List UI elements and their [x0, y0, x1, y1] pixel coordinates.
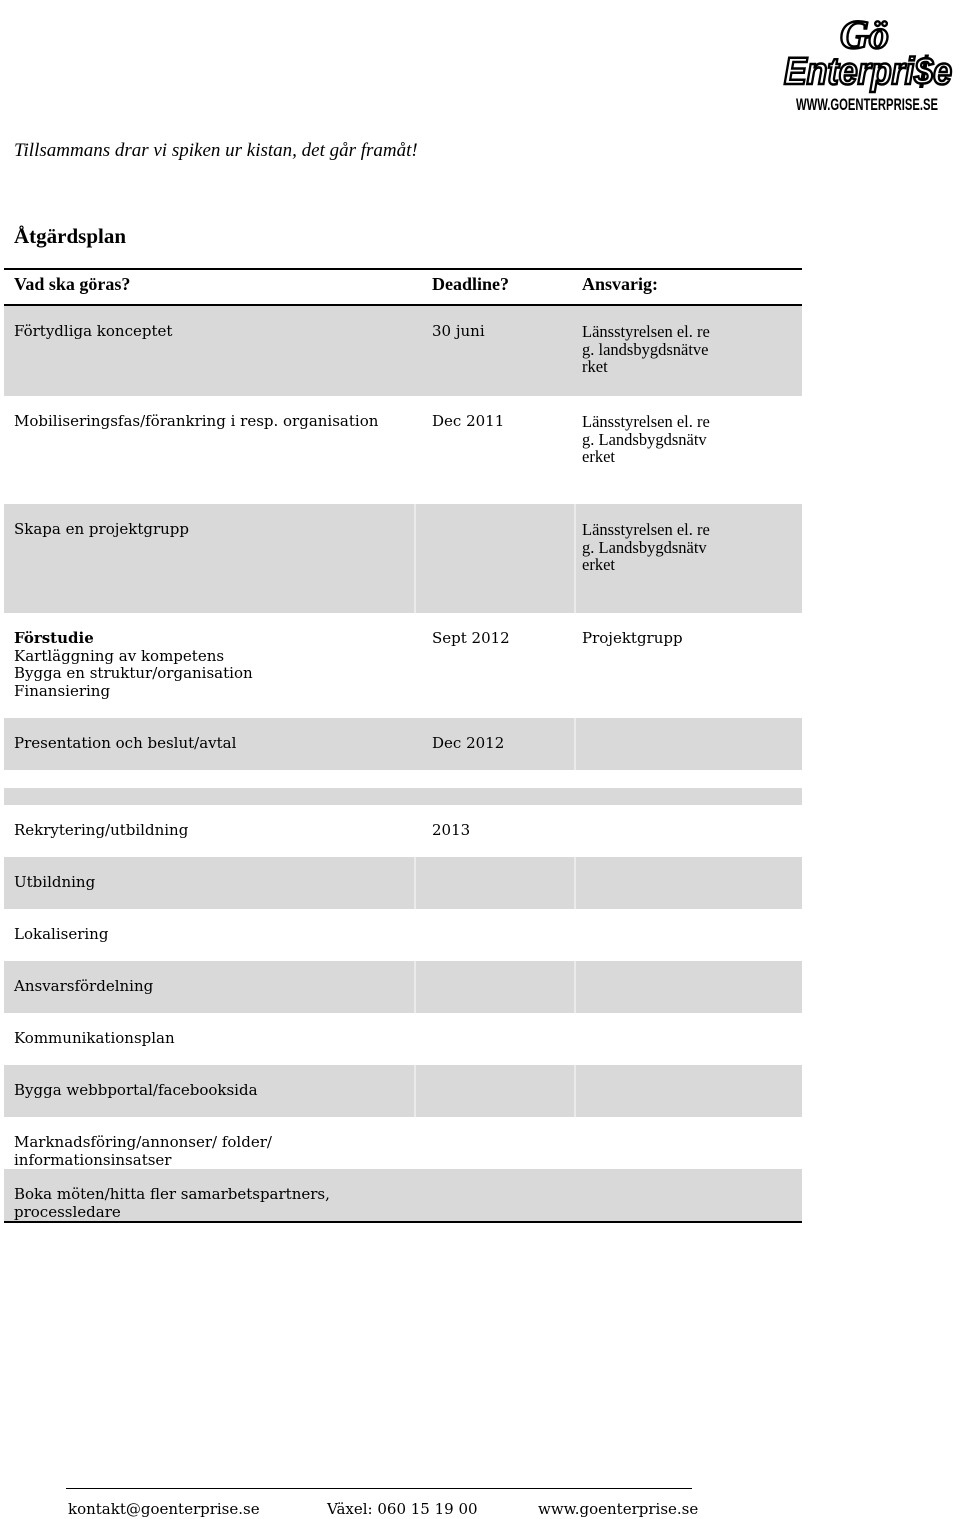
deadline-cell: Dec 2011 — [432, 412, 505, 430]
task-cell: Rekrytering/utbildning — [14, 821, 189, 839]
table-row — [4, 613, 802, 718]
task-cell: Lokalisering — [14, 925, 109, 943]
task-subline: Bygga en struktur/organisation — [14, 664, 253, 682]
table-row — [4, 306, 802, 396]
deadline-cell: Dec 2012 — [432, 734, 505, 752]
footer-divider — [66, 1488, 692, 1489]
table-row — [4, 909, 802, 961]
deadline-cell: 2013 — [432, 821, 471, 839]
task-title: Förstudie — [14, 629, 94, 647]
table-row — [4, 718, 802, 770]
task-cell: Förtydliga konceptet — [14, 322, 173, 340]
deadline-cell: Sept 2012 — [432, 629, 510, 647]
task-cell: Utbildning — [14, 873, 96, 891]
task-cell: Marknadsföring/annonser/ folder/ informationsinsatser — [14, 1133, 272, 1169]
task-cell: Skapa en projektgrupp — [14, 520, 190, 538]
header-deadline: Deadline? — [432, 274, 510, 294]
footer-phone: Växel: 060 15 19 00 — [327, 1500, 478, 1518]
table-row — [4, 504, 802, 613]
footer-website: www.goenterprise.se — [538, 1500, 699, 1518]
responsible-cell: Projektgrupp — [582, 629, 683, 647]
task-cell: Presentation och beslut/avtal — [14, 734, 237, 752]
logo-url-text: WWW.GOENTERPRISE.SE — [796, 95, 938, 114]
table-header — [4, 268, 802, 306]
task-subline: Kartläggning av kompetens — [14, 646, 225, 665]
task-cell: Mobiliseringsfas/förankring i resp. organisation — [14, 412, 379, 430]
task-subline: Finansiering — [14, 681, 111, 700]
table-row — [4, 805, 802, 857]
responsible-cell: Länsstyrelsen el. reg. Landsbygdsnätverket — [582, 412, 710, 466]
tagline: Tillsammans drar vi spiken ur kistan, det går framåt! — [14, 140, 418, 161]
header-task: Vad ska göras? — [14, 274, 131, 294]
deadline-cell: 30 juni — [432, 322, 485, 340]
footer-email: kontakt@goenterprise.se — [68, 1500, 260, 1518]
table-row — [4, 396, 802, 504]
page-title: Åtgärdsplan — [14, 224, 127, 248]
logo-main-text: Enterpri$e — [784, 51, 952, 93]
logo-top-text: Gö — [840, 12, 889, 57]
task-cell: Bygga webbportal/facebooksida — [14, 1081, 258, 1099]
table-row — [4, 1117, 802, 1169]
table-row — [4, 1065, 802, 1117]
responsible-cell: Länsstyrelsen el. reg. landsbygdsnätverket — [582, 322, 710, 376]
table-row — [4, 857, 802, 909]
table-row — [4, 770, 802, 788]
table-row — [4, 788, 802, 805]
table-row — [4, 1013, 802, 1065]
task-cell: Boka möten/hitta fler samarbetspartners, processledare — [14, 1185, 330, 1221]
table-row — [4, 961, 802, 1013]
responsible-cell: Länsstyrelsen el. reg. Landsbygdsnätverket — [582, 520, 710, 574]
table-row — [4, 1169, 802, 1223]
task-cell: Kommunikationsplan — [14, 1029, 175, 1047]
task-cell — [14, 630, 414, 700]
header-responsible: Ansvarig: — [582, 274, 658, 294]
goenterprise-logo — [778, 4, 956, 120]
task-cell: Ansvarsfördelning — [14, 977, 154, 995]
action-plan-table — [4, 268, 802, 1223]
